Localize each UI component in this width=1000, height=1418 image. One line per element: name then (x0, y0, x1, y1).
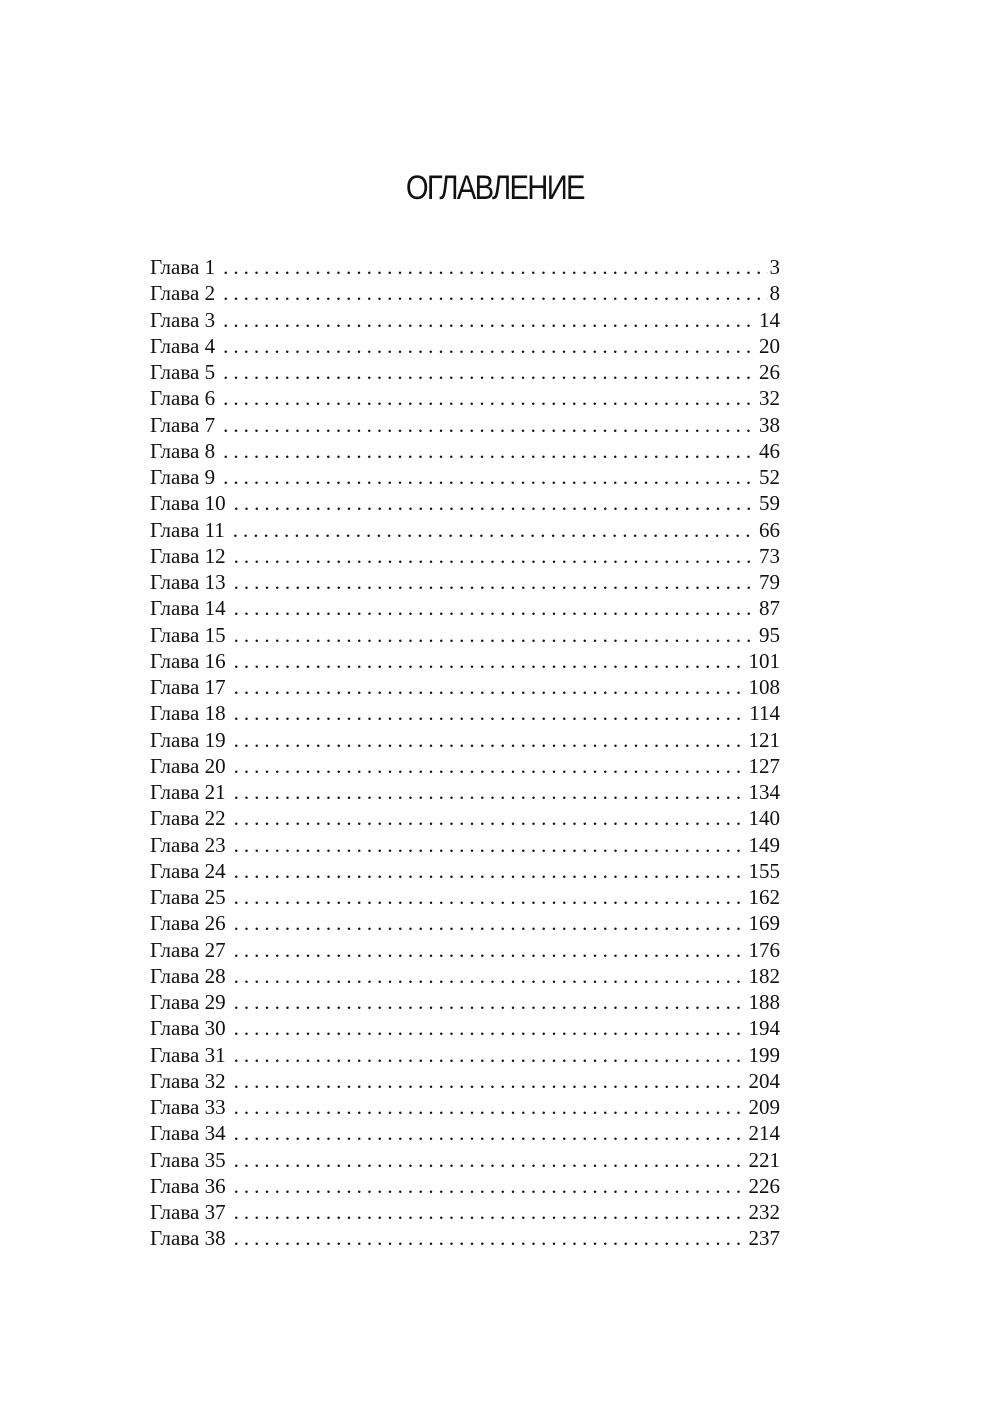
table-of-contents (150, 254, 780, 1252)
toc-entry-page-number: 121 (748, 727, 780, 752)
toc-entry-label: Глава 28 (150, 963, 226, 988)
toc-entry-page-number: 127 (748, 753, 780, 778)
toc-entry-page-number: 52 (759, 465, 780, 489)
toc-entry-label: Глава 8 (150, 438, 216, 463)
toc-entry-page-number: 209 (748, 1095, 780, 1119)
toc-dot-leader (234, 1068, 747, 1094)
toc-entry (150, 1225, 780, 1251)
toc-entry (150, 1147, 780, 1173)
toc-dot-leader (223, 307, 757, 333)
toc-entry-label: Глава 31 (150, 1042, 226, 1067)
toc-entry-label: Глава 22 (150, 806, 226, 831)
toc-entry-page-number: 26 (759, 360, 780, 384)
toc-entry-page-number: 20 (759, 333, 780, 358)
toc-dot-leader (223, 280, 767, 306)
toc-dot-leader (223, 464, 757, 490)
toc-entry-label: Глава 3 (150, 307, 216, 332)
toc-dot-leader (234, 910, 747, 936)
toc-entry-label: Глава 24 (150, 858, 226, 883)
toc-dot-leader (234, 700, 748, 726)
toc-dot-leader (234, 569, 757, 595)
toc-entry-page-number: 221 (748, 1147, 780, 1172)
toc-dot-leader (223, 412, 757, 438)
toc-entry-label: Глава 34 (150, 1121, 226, 1146)
toc-entry (150, 517, 780, 543)
toc-entry-label: Глава 33 (150, 1095, 226, 1119)
toc-entry-page-number: 214 (748, 1121, 780, 1146)
toc-dot-leader (234, 543, 757, 569)
toc-entry-label: Глава 19 (150, 727, 226, 752)
toc-entry (150, 753, 780, 779)
toc-dot-leader (223, 438, 757, 464)
toc-entry-label: Глава 38 (150, 1226, 226, 1251)
toc-dot-leader (234, 674, 747, 700)
toc-dot-leader (223, 254, 767, 280)
toc-dot-leader (234, 622, 757, 648)
toc-entry (150, 622, 780, 648)
toc-entry (150, 490, 780, 516)
toc-dot-leader (234, 727, 747, 753)
toc-entry (150, 805, 780, 831)
toc-dot-leader (234, 779, 747, 805)
toc-dot-leader (234, 832, 747, 858)
toc-entry-page-number: 66 (759, 517, 780, 542)
toc-dot-leader (233, 517, 757, 543)
toc-entry-label: Глава 4 (150, 333, 216, 358)
toc-entry-label: Глава 1 (150, 255, 216, 279)
toc-entry-page-number: 237 (748, 1226, 780, 1251)
toc-dot-leader (234, 1225, 747, 1251)
toc-entry-label: Глава 21 (150, 780, 226, 804)
toc-entry (150, 543, 780, 569)
toc-entry-page-number: 87 (759, 596, 780, 621)
toc-dot-leader (234, 1199, 747, 1225)
toc-entry-page-number: 8 (769, 281, 780, 306)
toc-entry-page-number: 155 (748, 858, 780, 883)
toc-dot-leader (234, 753, 747, 779)
toc-dot-leader (234, 858, 747, 884)
toc-dot-leader (234, 595, 757, 621)
toc-entry-label: Глава 6 (150, 386, 216, 411)
toc-entry-label: Глава 37 (150, 1200, 226, 1224)
toc-entry-label: Глава 20 (150, 753, 226, 778)
toc-entry (150, 464, 780, 490)
toc-entry-page-number: 194 (748, 1016, 780, 1041)
toc-dot-leader (234, 1042, 747, 1068)
toc-entry-page-number: 73 (759, 543, 780, 568)
toc-entry-label: Глава 11 (150, 517, 225, 542)
toc-entry (150, 333, 780, 359)
toc-entry-label: Глава 5 (150, 360, 216, 384)
toc-entry-page-number: 101 (748, 648, 780, 673)
toc-dot-leader (223, 359, 757, 385)
toc-entry-label: Глава 17 (150, 675, 226, 699)
toc-entry-page-number: 169 (748, 911, 780, 936)
toc-entry (150, 963, 780, 989)
toc-entry-label: Глава 35 (150, 1147, 226, 1172)
toc-dot-leader (234, 884, 747, 910)
toc-dot-leader (234, 1120, 747, 1146)
toc-entry-label: Глава 32 (150, 1068, 226, 1093)
toc-entry-label: Глава 12 (150, 543, 226, 568)
toc-entry (150, 1173, 780, 1199)
toc-entry-label: Глава 14 (150, 596, 226, 621)
toc-entry (150, 910, 780, 936)
toc-entry-page-number: 14 (759, 307, 780, 332)
toc-entry-label: Глава 36 (150, 1173, 226, 1198)
toc-entry (150, 1015, 780, 1041)
toc-entry-page-number: 134 (748, 780, 780, 804)
toc-entry (150, 1120, 780, 1146)
toc-entry-label: Глава 10 (150, 491, 226, 516)
toc-entry (150, 884, 780, 910)
toc-dot-leader (234, 1147, 747, 1173)
toc-entry (150, 280, 780, 306)
toc-dot-leader (234, 937, 747, 963)
toc-entry (150, 307, 780, 333)
toc-dot-leader (234, 1094, 747, 1120)
toc-dot-leader (234, 648, 747, 674)
toc-entry-label: Глава 18 (150, 701, 226, 726)
toc-entry-page-number: 32 (759, 386, 780, 411)
toc-dot-leader (223, 385, 757, 411)
toc-entry (150, 648, 780, 674)
toc-entry (150, 385, 780, 411)
toc-entry-page-number: 149 (748, 832, 780, 857)
toc-entry-label: Глава 29 (150, 990, 226, 1014)
toc-entry (150, 1042, 780, 1068)
toc-dot-leader (234, 989, 747, 1015)
toc-entry (150, 1068, 780, 1094)
toc-entry-page-number: 59 (759, 491, 780, 516)
toc-entry-label: Глава 16 (150, 648, 226, 673)
toc-entry (150, 359, 780, 385)
toc-entry-page-number: 162 (748, 885, 780, 909)
toc-entry (150, 989, 780, 1015)
toc-entry-label: Глава 30 (150, 1016, 226, 1041)
toc-entry-label: Глава 9 (150, 465, 216, 489)
toc-entry-page-number: 176 (748, 937, 780, 962)
toc-entry-label: Глава 2 (150, 281, 216, 306)
toc-entry-label: Глава 15 (150, 622, 226, 647)
toc-entry (150, 700, 780, 726)
toc-entry-label: Глава 7 (150, 412, 216, 437)
toc-entry-label: Глава 26 (150, 911, 226, 936)
toc-entry-page-number: 95 (759, 622, 780, 647)
toc-entry (150, 832, 780, 858)
page-title: ОГЛАВЛЕНИЕ (405, 168, 584, 207)
toc-dot-leader (234, 963, 747, 989)
toc-entry (150, 569, 780, 595)
toc-entry-label: Глава 23 (150, 832, 226, 857)
toc-entry (150, 438, 780, 464)
toc-entry-page-number: 38 (759, 412, 780, 437)
toc-entry-page-number: 182 (748, 963, 780, 988)
toc-entry-label: Глава 13 (150, 570, 226, 594)
toc-entry-page-number: 199 (748, 1042, 780, 1067)
toc-entry (150, 858, 780, 884)
toc-entry (150, 412, 780, 438)
toc-dot-leader (234, 805, 747, 831)
toc-entry-page-number: 46 (759, 438, 780, 463)
toc-dot-leader (234, 490, 757, 516)
toc-dot-leader (234, 1173, 747, 1199)
toc-entry-label: Глава 27 (150, 937, 226, 962)
toc-entry-page-number: 79 (759, 570, 780, 594)
toc-entry-page-number: 226 (748, 1173, 780, 1198)
toc-dot-leader (234, 1015, 747, 1041)
toc-entry-page-number: 3 (769, 255, 780, 279)
toc-entry (150, 595, 780, 621)
toc-dot-leader (223, 333, 757, 359)
toc-entry-page-number: 114 (749, 701, 780, 726)
toc-entry (150, 674, 780, 700)
toc-entry (150, 254, 780, 280)
toc-entry-page-number: 232 (748, 1200, 780, 1224)
toc-entry (150, 937, 780, 963)
toc-entry (150, 1094, 780, 1120)
toc-entry-page-number: 188 (748, 990, 780, 1014)
toc-entry-label: Глава 25 (150, 885, 226, 909)
toc-entry (150, 727, 780, 753)
toc-entry-page-number: 108 (748, 675, 780, 699)
toc-entry-page-number: 204 (748, 1068, 780, 1093)
toc-entry (150, 779, 780, 805)
toc-entry-page-number: 140 (748, 806, 780, 831)
toc-entry (150, 1199, 780, 1225)
